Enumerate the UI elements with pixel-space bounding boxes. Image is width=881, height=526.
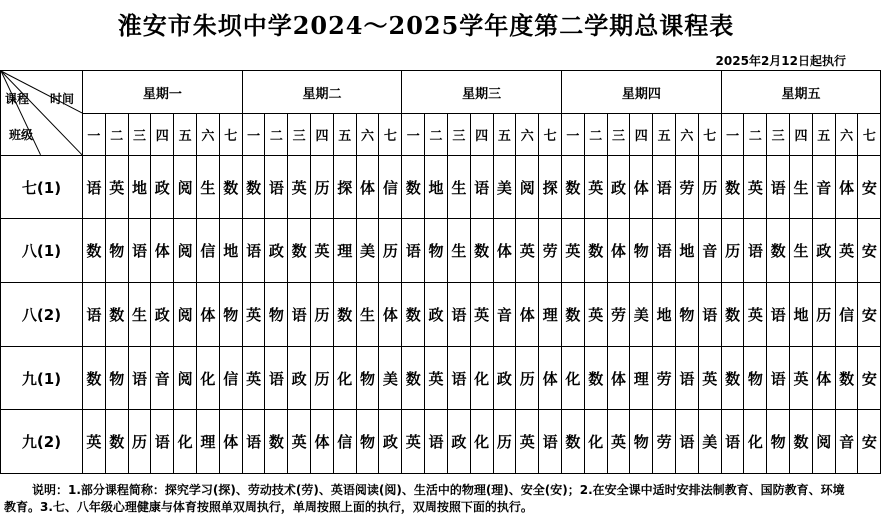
schedule-note: 说明：1.部分课程简称：探究学习(探)、劳动技术(劳)、英语阅读(阅)、生活中的物理(理)、安全(安)；2.在安全课中适时安排法制教育、国防教育、环境教育。3.七、八年级心理健康与体育按照单双周执行，单周按照上面的执行，双周按照下面的执行。 <box>4 483 845 514</box>
lesson-cell: 阅 <box>516 155 539 219</box>
period-header: 二 <box>425 114 448 155</box>
lesson-cell: 政 <box>151 283 174 347</box>
lesson-cell: 数 <box>105 283 128 347</box>
schedule-table <box>0 70 881 474</box>
lesson-cell: 体 <box>151 219 174 283</box>
lesson-cell: 信 <box>835 283 858 347</box>
lesson-cell: 语 <box>767 155 790 219</box>
lesson-cell: 理 <box>630 346 653 410</box>
period-header: 七 <box>539 114 562 155</box>
corner-label-course: 课程 <box>5 92 30 106</box>
lesson-cell: 政 <box>151 155 174 219</box>
lesson-cell: 数 <box>721 155 744 219</box>
lesson-cell: 数 <box>242 155 265 219</box>
lesson-cell: 数 <box>402 283 425 347</box>
lesson-cell: 英 <box>584 155 607 219</box>
period-header: 四 <box>630 114 653 155</box>
class-name: 八(2) <box>1 283 83 347</box>
lesson-cell: 体 <box>356 155 379 219</box>
lesson-cell: 数 <box>584 219 607 283</box>
period-header: 二 <box>105 114 128 155</box>
lesson-cell: 语 <box>242 219 265 283</box>
lesson-cell: 数 <box>790 410 813 474</box>
lesson-cell: 美 <box>356 219 379 283</box>
lesson-cell: 体 <box>311 410 334 474</box>
lesson-cell: 数 <box>562 155 585 219</box>
lesson-cell: 劳 <box>607 283 630 347</box>
lesson-cell: 语 <box>447 346 470 410</box>
lesson-cell: 阅 <box>812 410 835 474</box>
period-header: 五 <box>174 114 197 155</box>
lesson-cell: 劳 <box>653 346 676 410</box>
lesson-cell: 英 <box>402 410 425 474</box>
lesson-cell: 英 <box>105 155 128 219</box>
lesson-cell: 体 <box>607 346 630 410</box>
lesson-cell: 语 <box>265 346 288 410</box>
lesson-cell: 体 <box>379 283 402 347</box>
lesson-cell: 政 <box>379 410 402 474</box>
lesson-cell: 美 <box>698 410 721 474</box>
lesson-cell: 音 <box>835 410 858 474</box>
lesson-cell: 政 <box>425 283 448 347</box>
page-title: 淮安市朱坝中学2024～2025学年度第二学期总课程表 <box>117 11 735 40</box>
lesson-cell: 地 <box>219 219 242 283</box>
period-header: 四 <box>151 114 174 155</box>
lesson-cell: 劳 <box>676 155 699 219</box>
class-row <box>1 155 881 219</box>
lesson-cell: 化 <box>470 346 493 410</box>
lesson-cell: 语 <box>767 346 790 410</box>
lesson-cell: 历 <box>379 219 402 283</box>
lesson-cell: 政 <box>493 346 516 410</box>
day-header-row <box>1 71 881 114</box>
lesson-cell: 理 <box>196 410 219 474</box>
lesson-cell: 英 <box>242 346 265 410</box>
period-header: 四 <box>470 114 493 155</box>
lesson-cell: 体 <box>835 155 858 219</box>
lesson-cell: 语 <box>265 155 288 219</box>
lesson-cell: 数 <box>721 346 744 410</box>
lesson-cell: 体 <box>812 346 835 410</box>
lesson-cell: 历 <box>128 410 151 474</box>
lesson-cell: 化 <box>562 346 585 410</box>
lesson-cell: 英 <box>311 219 334 283</box>
period-header: 七 <box>379 114 402 155</box>
day-header: 星期二 <box>242 71 402 114</box>
period-header: 一 <box>402 114 425 155</box>
lesson-cell: 化 <box>584 410 607 474</box>
lesson-cell: 美 <box>630 283 653 347</box>
lesson-cell: 英 <box>516 219 539 283</box>
lesson-cell: 英 <box>607 410 630 474</box>
period-header: 一 <box>562 114 585 155</box>
period-header: 五 <box>653 114 676 155</box>
period-header: 二 <box>265 114 288 155</box>
period-header: 三 <box>767 114 790 155</box>
lesson-cell: 生 <box>447 155 470 219</box>
lesson-cell: 信 <box>219 346 242 410</box>
lesson-cell: 英 <box>425 346 448 410</box>
lesson-cell: 地 <box>425 155 448 219</box>
lesson-cell: 地 <box>128 155 151 219</box>
class-name: 八(1) <box>1 219 83 283</box>
lesson-cell: 探 <box>333 155 356 219</box>
lesson-cell: 数 <box>333 283 356 347</box>
lesson-cell: 英 <box>790 346 813 410</box>
lesson-cell: 地 <box>653 283 676 347</box>
lesson-cell: 阅 <box>174 283 197 347</box>
lesson-cell: 物 <box>105 219 128 283</box>
lesson-cell: 历 <box>516 346 539 410</box>
lesson-cell: 化 <box>744 410 767 474</box>
lesson-cell: 美 <box>493 155 516 219</box>
period-header: 七 <box>698 114 721 155</box>
lesson-cell: 政 <box>812 219 835 283</box>
lesson-cell: 生 <box>447 219 470 283</box>
lesson-cell: 化 <box>333 346 356 410</box>
lesson-cell: 安 <box>858 346 881 410</box>
lesson-cell: 英 <box>744 283 767 347</box>
lesson-cell: 英 <box>698 346 721 410</box>
class-row <box>1 410 881 474</box>
class-row <box>1 283 881 347</box>
lesson-cell: 英 <box>242 283 265 347</box>
lesson-cell: 音 <box>493 283 516 347</box>
lesson-cell: 语 <box>447 283 470 347</box>
lesson-cell: 历 <box>812 283 835 347</box>
period-header: 六 <box>196 114 219 155</box>
lesson-cell: 英 <box>470 283 493 347</box>
lesson-cell: 历 <box>311 283 334 347</box>
lesson-cell: 物 <box>265 283 288 347</box>
period-header: 三 <box>288 114 311 155</box>
lesson-cell: 体 <box>196 283 219 347</box>
lesson-cell: 生 <box>790 219 813 283</box>
lesson-cell: 语 <box>83 283 106 347</box>
lesson-cell: 化 <box>174 410 197 474</box>
lesson-cell: 语 <box>128 219 151 283</box>
lesson-cell: 语 <box>402 219 425 283</box>
lesson-cell: 英 <box>288 410 311 474</box>
lesson-cell: 数 <box>105 410 128 474</box>
lesson-cell: 历 <box>493 410 516 474</box>
period-header: 二 <box>744 114 767 155</box>
lesson-cell: 化 <box>196 346 219 410</box>
period-header: 四 <box>311 114 334 155</box>
lesson-cell: 理 <box>333 219 356 283</box>
period-header: 五 <box>493 114 516 155</box>
period-header: 三 <box>447 114 470 155</box>
lesson-cell: 语 <box>676 410 699 474</box>
class-name: 九(2) <box>1 410 83 474</box>
lesson-cell: 政 <box>607 155 630 219</box>
lesson-cell: 数 <box>721 283 744 347</box>
lesson-cell: 数 <box>265 410 288 474</box>
lesson-cell: 理 <box>539 283 562 347</box>
lesson-cell: 音 <box>812 155 835 219</box>
lesson-cell: 语 <box>653 155 676 219</box>
period-header: 六 <box>835 114 858 155</box>
lesson-cell: 语 <box>425 410 448 474</box>
lesson-cell: 政 <box>447 410 470 474</box>
lesson-cell: 物 <box>356 346 379 410</box>
lesson-cell: 物 <box>425 219 448 283</box>
lesson-cell: 数 <box>470 219 493 283</box>
period-header: 一 <box>83 114 106 155</box>
lesson-cell: 物 <box>676 283 699 347</box>
period-header: 六 <box>516 114 539 155</box>
lesson-cell: 语 <box>83 155 106 219</box>
lesson-cell: 语 <box>539 410 562 474</box>
lesson-cell: 英 <box>83 410 106 474</box>
lesson-cell: 安 <box>858 410 881 474</box>
lesson-cell: 物 <box>630 410 653 474</box>
lesson-cell: 历 <box>721 219 744 283</box>
lesson-cell: 物 <box>744 346 767 410</box>
lesson-cell: 数 <box>402 346 425 410</box>
day-header: 星期四 <box>562 71 722 114</box>
lesson-cell: 语 <box>151 410 174 474</box>
lesson-cell: 语 <box>653 219 676 283</box>
lesson-cell: 政 <box>288 346 311 410</box>
period-header: 六 <box>676 114 699 155</box>
lesson-cell: 数 <box>584 346 607 410</box>
lesson-cell: 阅 <box>174 346 197 410</box>
lesson-cell: 体 <box>493 219 516 283</box>
period-header: 三 <box>128 114 151 155</box>
lesson-cell: 信 <box>379 155 402 219</box>
lesson-cell: 体 <box>630 155 653 219</box>
period-header: 三 <box>607 114 630 155</box>
lesson-cell: 历 <box>311 155 334 219</box>
class-name: 七(1) <box>1 155 83 219</box>
lesson-cell: 地 <box>676 219 699 283</box>
lesson-cell: 语 <box>767 283 790 347</box>
period-header: 一 <box>242 114 265 155</box>
lesson-cell: 语 <box>288 283 311 347</box>
lesson-cell: 数 <box>83 219 106 283</box>
lesson-cell: 物 <box>105 346 128 410</box>
day-header: 星期三 <box>402 71 562 114</box>
lesson-cell: 体 <box>539 346 562 410</box>
effective-date: 2025年2月12日起执行 <box>715 54 846 68</box>
lesson-cell: 英 <box>516 410 539 474</box>
lesson-cell: 音 <box>698 219 721 283</box>
lesson-cell: 体 <box>219 410 242 474</box>
lesson-cell: 生 <box>196 155 219 219</box>
period-header-row <box>1 114 881 155</box>
lesson-cell: 语 <box>128 346 151 410</box>
lesson-cell: 数 <box>835 346 858 410</box>
lesson-cell: 英 <box>584 283 607 347</box>
lesson-cell: 安 <box>858 283 881 347</box>
lesson-cell: 阅 <box>174 155 197 219</box>
lesson-cell: 生 <box>356 283 379 347</box>
lesson-cell: 语 <box>744 219 767 283</box>
class-row <box>1 346 881 410</box>
period-header: 四 <box>790 114 813 155</box>
header-corner <box>1 71 83 156</box>
period-header: 七 <box>858 114 881 155</box>
lesson-cell: 语 <box>242 410 265 474</box>
lesson-cell: 数 <box>562 410 585 474</box>
day-header: 星期五 <box>721 71 881 114</box>
period-header: 七 <box>219 114 242 155</box>
lesson-cell: 英 <box>288 155 311 219</box>
period-header: 一 <box>721 114 744 155</box>
lesson-cell: 数 <box>767 219 790 283</box>
lesson-cell: 地 <box>790 283 813 347</box>
period-header: 二 <box>584 114 607 155</box>
lesson-cell: 政 <box>265 219 288 283</box>
lesson-cell: 劳 <box>539 219 562 283</box>
lesson-cell: 英 <box>835 219 858 283</box>
lesson-cell: 音 <box>151 346 174 410</box>
lesson-cell: 阅 <box>174 219 197 283</box>
lesson-cell: 美 <box>379 346 402 410</box>
lesson-cell: 数 <box>402 155 425 219</box>
period-header: 六 <box>356 114 379 155</box>
lesson-cell: 信 <box>333 410 356 474</box>
lesson-cell: 信 <box>196 219 219 283</box>
lesson-cell: 英 <box>744 155 767 219</box>
period-header: 五 <box>333 114 356 155</box>
lesson-cell: 数 <box>219 155 242 219</box>
lesson-cell: 物 <box>356 410 379 474</box>
lesson-cell: 生 <box>790 155 813 219</box>
lesson-cell: 体 <box>516 283 539 347</box>
corner-label-time: 时间 <box>50 92 75 106</box>
class-row <box>1 219 881 283</box>
corner-label-class: 班级 <box>9 128 34 142</box>
lesson-cell: 历 <box>698 155 721 219</box>
lesson-cell: 安 <box>858 155 881 219</box>
lesson-cell: 体 <box>607 219 630 283</box>
class-name: 九(1) <box>1 346 83 410</box>
lesson-cell: 安 <box>858 219 881 283</box>
lesson-cell: 生 <box>128 283 151 347</box>
lesson-cell: 劳 <box>653 410 676 474</box>
lesson-cell: 数 <box>83 346 106 410</box>
lesson-cell: 物 <box>767 410 790 474</box>
lesson-cell: 探 <box>539 155 562 219</box>
day-header: 星期一 <box>83 71 243 114</box>
lesson-cell: 语 <box>721 410 744 474</box>
lesson-cell: 数 <box>288 219 311 283</box>
lesson-cell: 语 <box>470 155 493 219</box>
lesson-cell: 语 <box>676 346 699 410</box>
period-header: 五 <box>812 114 835 155</box>
lesson-cell: 历 <box>311 346 334 410</box>
lesson-cell: 化 <box>470 410 493 474</box>
lesson-cell: 物 <box>219 283 242 347</box>
lesson-cell: 语 <box>698 283 721 347</box>
lesson-cell: 物 <box>630 219 653 283</box>
lesson-cell: 数 <box>562 283 585 347</box>
lesson-cell: 英 <box>562 219 585 283</box>
